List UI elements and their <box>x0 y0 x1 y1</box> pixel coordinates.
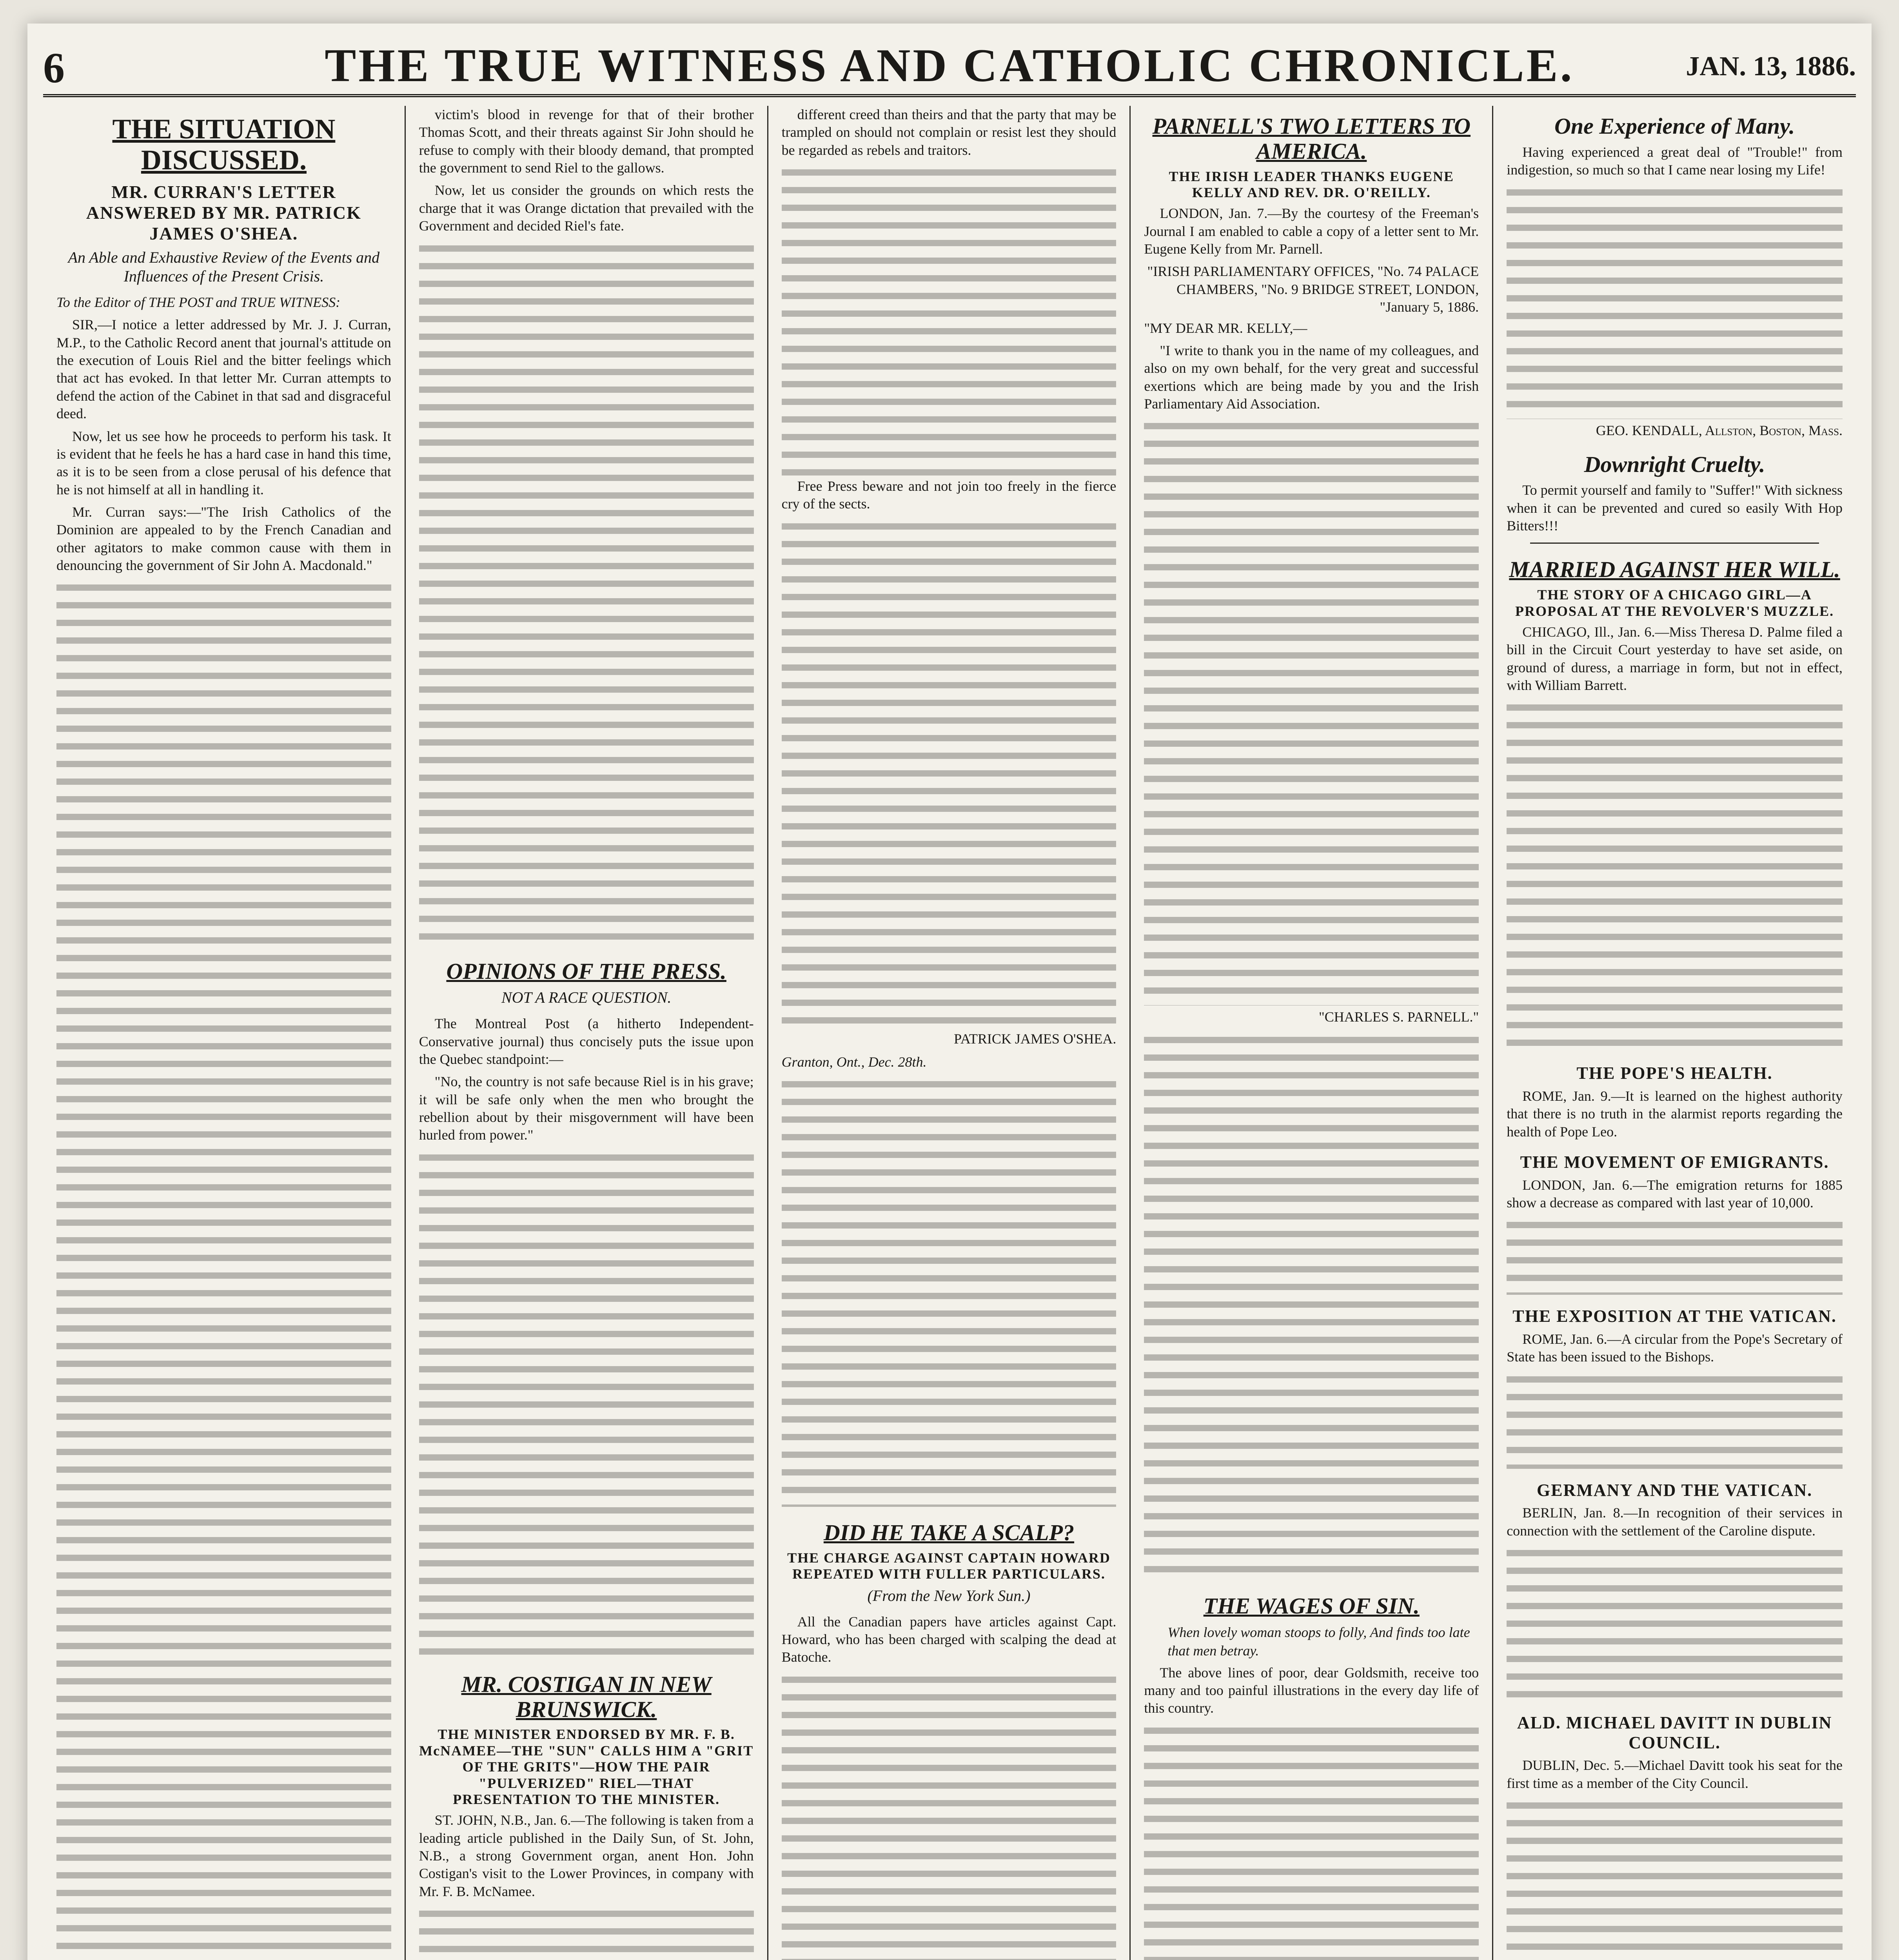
newspaper-page <box>27 24 1872 1960</box>
paragraph: LONDON, Jan. 7.—By the courtesy of the Freeman's Journal I am enabled to cable a copy of a letter sent to Mr. Eugene Kelly from Mr. Parnell. <box>1144 205 1479 257</box>
paragraph: "No, the country is not safe because Riel is in his grave; it will be safe only when the men who brought the rebellion about by their misgovernment will have been hurled from power." <box>419 1074 754 1143</box>
section-subhead: THE MINISTER ENDORSED BY MR. F. B. McNAMEE—THE "SUN" CALLS HIM A "GRIT OF THE GRITS"—HOW THE PAIR "PULVERIZED" RIEL—THAT PRESENTATION TO THE MINISTER. <box>419 1726 754 1807</box>
paragraph: Having experienced a great deal of "Trouble!" from indigestion, so much so that I came near losing my Life! <box>1507 144 1843 178</box>
paragraph: CHICAGO, Ill., Jan. 6.—Miss Theresa D. Palme filed a bill in the Circuit Court yesterday to have set aside, on ground of duress, a marriage in form, but not in effect, with William Barrett. <box>1507 624 1843 693</box>
section-subhead: THE CHARGE AGAINST CAPTAIN HOWARD REPEATED WITH FULLER PARTICULARS. <box>787 1550 1111 1582</box>
paragraph: DUBLIN, Dec. 5.—Michael Davitt took his seat for the first time as a member of the City Council. <box>1507 1757 1843 1791</box>
body-text-continuation <box>419 1905 754 1960</box>
column-1 <box>43 106 406 1960</box>
letter-salutation: "MY DEAR MR. KELLY,— <box>1144 320 1307 336</box>
column-4 <box>1131 106 1493 1960</box>
section-deck: (From the New York Sun.) <box>867 1586 1031 1604</box>
section-heading: THE POPE'S HEALTH. <box>1576 1063 1773 1083</box>
body-text-continuation <box>419 1149 754 1659</box>
column-5 <box>1493 106 1856 1960</box>
section-subhead: NOT A RACE QUESTION. <box>501 989 672 1007</box>
body-text-continuation <box>1507 1544 1843 1701</box>
paragraph: SIR,—I notice a letter addressed by Mr. J. J. Curran, M.P., to the Catholic Record anent that journal's attitude on the execution of Louis Riel and the bitter feelings which that act has evoked. In that letter Mr. Curran attempts to defend the action of the Cabinet in that sad and disgraceful deed. <box>56 317 391 422</box>
columns <box>43 106 1856 1960</box>
body-text-continuation <box>1144 1031 1479 1580</box>
section-heading: MARRIED AGAINST HER WILL. <box>1509 557 1840 583</box>
section-heading: OPINIONS OF THE PRESS. <box>446 958 726 984</box>
section-heading: DID HE TAKE A SCALP? <box>823 1520 1075 1546</box>
body-text-continuation <box>1507 1371 1843 1469</box>
signature: GEO. KENDALL, Allston, Boston, Mass. <box>1596 422 1843 438</box>
paragraph: The above lines of poor, dear Goldsmith, receive too many and too painful illustrations in the every day life of this country. <box>1144 1664 1479 1716</box>
paragraph: The Montreal Post (a hitherto Independent-Conservative journal) thus concisely puts the issue upon the Quebec standpoint:— <box>419 1016 754 1067</box>
column-2 <box>406 106 768 1960</box>
article-headline: THE SITUATION DISCUSSED. <box>112 113 336 176</box>
section-subhead: THE STORY OF A CHICAGO GIRL—A PROPOSAL AT THE REVOLVER'S MUZZLE. <box>1515 587 1834 619</box>
column-3 <box>768 106 1131 1960</box>
body-text-continuation <box>1507 699 1843 1052</box>
paragraph: different creed than theirs and that the party that may be trampled on should not complain or resist lest they should be regarded as rebels and traitors. <box>781 107 1117 158</box>
section-heading: MR. COSTIGAN IN NEW BRUNSWICK. <box>461 1671 712 1722</box>
body-text-continuation <box>419 240 754 946</box>
article-subhead: THE IRISH LEADER THANKS EUGENE KELLY AND REV. DR. O'REILLY. <box>1169 168 1454 200</box>
section-heading: THE EXPOSITION AT THE VATICAN. <box>1512 1307 1837 1326</box>
paragraph: Now, let us consider the grounds on which rests the charge that it was Orange dictation that prevailed with the Government and decided Riel's fate. <box>419 182 754 234</box>
body-text-continuation <box>782 1671 1117 1960</box>
page-number: 6 <box>43 44 65 92</box>
section-heading: ALD. MICHAEL DAVITT IN DUBLIN COUNCIL. <box>1517 1713 1832 1752</box>
body-text-continuation <box>56 579 391 1960</box>
dateline: Granton, Ont., Dec. 28th. <box>781 1054 927 1070</box>
paragraph: victim's blood in revenge for that of their brother Thomas Scott, and their threats against Sir John should he refuse to comply with their bloody demand, that prompted the government to send Riel to the gallows. <box>419 107 754 176</box>
section-heading: THE WAGES OF SIN. <box>1203 1593 1420 1619</box>
letter-address: "IRISH PARLIAMENTARY OFFICES, "No. 74 PALACE CHAMBERS, "No. 9 BRIDGE STREET, LONDON, "January 5, 1886. <box>1147 263 1479 315</box>
paragraph: "I write to thank you in the name of my colleagues, and also on my own behalf, for the very great and successful exertions which are being made by you and the Irish Parliamentary Aid Association. <box>1144 342 1479 412</box>
masthead <box>43 35 1856 97</box>
paragraph: Mr. Curran says:—"The Irish Catholics of the Dominion are appealed to by the French Canadian and other agitators to make common cause with them in denouncing the government of Sir John A. Macdonald." <box>56 504 391 573</box>
paragraph: ROME, Jan. 6.—A circular from the Pope's Secretary of State has been issued to the Bishops. <box>1507 1331 1843 1365</box>
article-headline: PARNELL'S TWO LETTERS TO AMERICA. <box>1152 113 1471 164</box>
section-heading: GERMANY AND THE VATICAN. <box>1536 1480 1813 1500</box>
article-deck: An Able and Exhaustive Review of the Events and Influences of the Present Crisis. <box>68 249 380 285</box>
body-text-continuation <box>1144 417 1479 1005</box>
body-text-continuation <box>1507 1216 1843 1295</box>
paragraph: BERLIN, Jan. 8.—In recognition of their services in connection with the settlement of the Caroline dispute. <box>1507 1505 1843 1539</box>
divider <box>1530 543 1819 544</box>
body-text-continuation <box>1144 1722 1479 1960</box>
signature: PATRICK JAMES O'SHEA. <box>954 1031 1117 1047</box>
body-text-continuation <box>782 164 1117 477</box>
body-text-continuation <box>782 1076 1117 1507</box>
body-text-continuation <box>1507 1797 1843 1960</box>
salutation: To the Editor of THE POST and TRUE WITNESS: <box>56 294 341 310</box>
article-headline: One Experience of Many. <box>1554 113 1795 139</box>
paragraph: LONDON, Jan. 6.—The emigration returns for 1885 show a decrease as compared with last year of 10,000. <box>1507 1177 1843 1211</box>
paragraph: Free Press beware and not join too freely in the fierce cry of the sects. <box>781 478 1117 512</box>
body-text-continuation <box>782 518 1117 1027</box>
paragraph: Now, let us see how he proceeds to perform his task. It is evident that he feels he has a hard case in hand this time, as it is to be seen from a close perusal of his defence that he is not himself at all in handling it. <box>56 428 391 497</box>
paragraph: ST. JOHN, N.B., Jan. 6.—The following is taken from a leading article published in the Daily Sun, of St. John, N.B., a strong Government organ, anent Hon. John Costigan's visit to the Lower Provinces, in company with Mr. F. B. McNamee. <box>419 1812 754 1899</box>
paragraph: To permit yourself and family to "Suffer!" With sickness when it can be prevented and cured so easily With Hop Bitters!!! <box>1507 482 1843 534</box>
article-subhead: MR. CURRAN'S LETTER ANSWERED BY MR. PATRICK JAMES O'SHEA. <box>86 182 361 244</box>
paragraph: All the Canadian papers have articles against Capt. Howard, who has been charged with scalping the dead at Batoche. <box>781 1613 1117 1665</box>
body-text-continuation <box>1507 184 1843 419</box>
issue-date: JAN. 13, 1886. <box>1686 51 1856 82</box>
section-heading: Downright Cruelty. <box>1584 451 1765 477</box>
section-heading: THE MOVEMENT OF EMIGRANTS. <box>1520 1152 1829 1172</box>
paragraph: ROME, Jan. 9.—It is learned on the highest authority that there is no truth in the alarmist reports regarding the health of Pope Leo. <box>1507 1088 1843 1140</box>
paper-title: THE TRUE WITNESS AND CATHOLIC CHRONICLE. <box>325 39 1574 91</box>
poem-lines: When lovely woman stoops to folly, And finds too late that men betray. <box>1167 1624 1470 1659</box>
signature: "CHARLES S. PARNELL." <box>1319 1009 1479 1025</box>
